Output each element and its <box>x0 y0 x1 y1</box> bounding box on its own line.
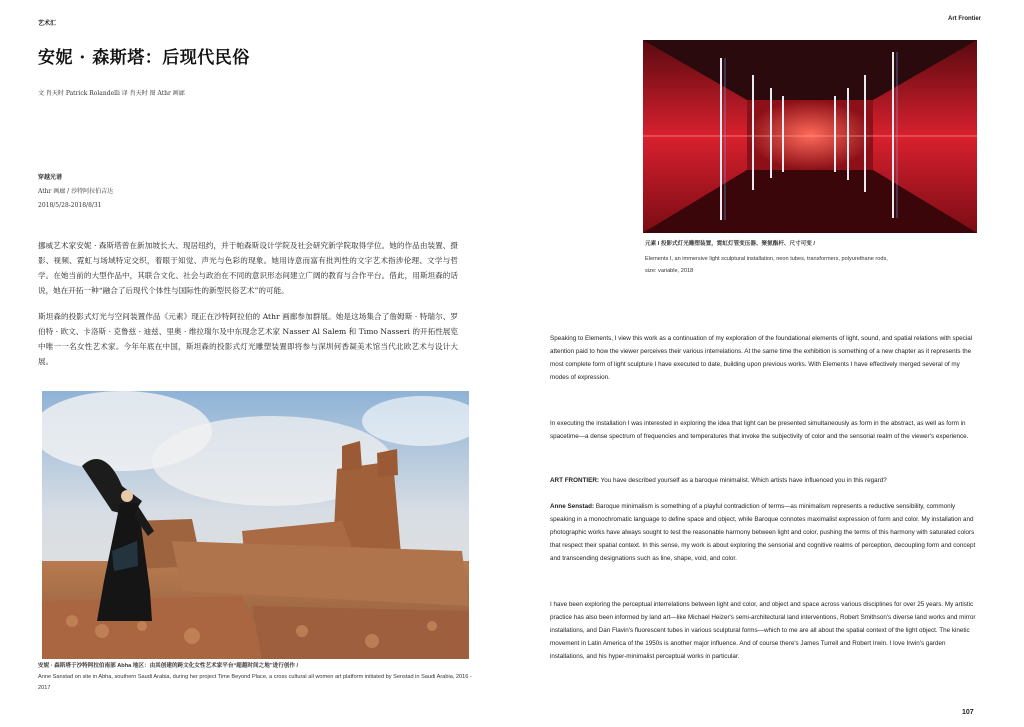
interview-question <box>550 474 978 487</box>
answer-text: Baroque minimalism is something of a playful contradiction of terms—as minimalism represents a reductive sensibility, commonly speaking in a monochromatic language to define space and object, while Baroque connotes maximalist expression of form and color. My installation and photographic works have always sought to test the reasonable harmony between light and color, pushing the terms of this harmony with saturated colors that respect their spatial context. In this sense, my work is about exploring the sensorial and cognitive realms of perception, decoupling form and concept and transcending designations such as line, shape, void, and color. <box>550 503 976 562</box>
right-photo-caption <box>645 238 975 278</box>
article-title: 安妮 · 森斯塔：后现代民俗 <box>38 48 250 68</box>
english-paragraph-5: I have been exploring the perceptual interrelations between light and color, and object and space across various disciplines for over 25 years. My artistic practice has also been informed by land art—like Michael Heizer's semi-architectural land interventions, Robert Smithson's diverse land works and mirror installations, and Dan Flavin's fluorescent tubes in various sculptural forms—which to me are all about the spatial context of the light object. The kinetic movement in Latin America of the 1950s is another major influence. And of course there's James Turrell and Robert Irwin. I love Irwin's garden installations, and his hyper-minimalist perceptual works in particular. <box>550 601 976 660</box>
cn-paragraph-2: 斯坦森的投影式灯光与空间装置作品《元素》现正在沙特阿拉伯的 Athr 画廊参加群展。她是这场集合了詹姆斯 · 特瑞尔、罗伯特 · 欧文、卡洛斯 · 克鲁兹 · 迪兹、里奥 · 维拉瑞尔及中东现念艺术家 Nasser Al Salem 和 Timo Nasseri 的开拓性展览中唯一一名女性艺术家。今年年底在中国，斯坦森的投影式灯光雕塑装置即将参与深圳何香凝美术馆当代北欧艺术与设计大展。 <box>38 312 458 366</box>
interview-answer <box>550 500 978 565</box>
answer-label: Anne Senstad: <box>550 503 595 510</box>
exhibition-dates: 2018/5/28-2018/8/31 <box>38 202 102 209</box>
left-photo-caption <box>38 661 478 694</box>
exhibition-info <box>38 171 113 213</box>
page-number: 107 <box>962 709 974 716</box>
right-caption-en-1: Elements I, an immersive light sculptural installation, neon tubes, transformers, polyurethane rods, <box>645 255 888 262</box>
left-caption-en: Anne Sanstad on site in Abha, southern Saudi Arabia, during her project Time Beyond Place, a cross cultural all women art platform initiated by Senstad in Saudi Arabia, 2016 - 2017 <box>38 674 472 691</box>
question-text: You have described yourself as a baroque minimalist. Which artists have influenced you in this regard? <box>598 477 887 484</box>
installation-photo <box>643 40 977 233</box>
artist-desert-photo <box>42 391 469 659</box>
english-paragraph-2: In executing the installation I was interested in exploring the idea that light can be presented simultaneously as form in the abstract, as well as form in spacetime—a dense spectrum of frequencies and temperatures that invoke the subjectivity of color and the sensorial realm of the viewer's experience. <box>550 420 969 440</box>
question-label: ART FRONTIER: <box>550 477 599 484</box>
cn-paragraph-1: 挪威艺术家安妮 · 森斯塔曾在新加坡长大、现居纽约，并于帕森斯设计学院及社会研究新学院取得学位。她的作品由装置、摄影、视频、霓虹与场域特定交织，着眼于知觉、声光与色彩的现象。她用诗意而富有批判性的文字艺术指涉伦理、文学与哲学。在她当前的大型作品中，其联合文化、社会与政治在不同的意识形态间建立广阔的教育与合作平台。借此，用斯坦森的话说，她在开拓一种“融合了后现代个体性与国际性的新型民俗艺术”的可能。 <box>38 241 458 295</box>
exhibition-venue: Athr 画廊 / 沙特阿拉伯吉达 <box>38 188 114 195</box>
exhibition-name: 穿越光谱 <box>38 174 63 181</box>
right-caption-en-2: size: variable, 2018 <box>645 268 694 274</box>
left-caption-cn: 安妮 · 森斯塔于沙特阿拉伯南部 Abha 地区：由其创建的跨文化女性艺术家平台“超越时间之地”进行创作 / <box>38 663 299 669</box>
section-label: 艺术汇 <box>38 21 57 27</box>
english-paragraph-1: Speaking to Elements, I view this work as a continuation of my exploration of the foundational elements of light, sound, and spatial relations with special attention paid to how the viewer perceives their various interrelations. At the same time the exhibition is something of a new chapter as it represents the most complete form of light sculpture I have executed to date, building upon previous works. With Elements I have effectively merged several of my modes of expression. <box>550 335 973 381</box>
section-label-right: Art Frontier <box>948 16 981 22</box>
right-caption-cn: 元素 I 投影式灯光雕塑装置，霓虹灯管变压器、聚氨酯杆、尺寸可变 / <box>645 241 815 247</box>
article-credits: 文 肖天时 Patrick Rolandelli 译 肖天时 图 Athr 画廊 <box>38 90 185 97</box>
